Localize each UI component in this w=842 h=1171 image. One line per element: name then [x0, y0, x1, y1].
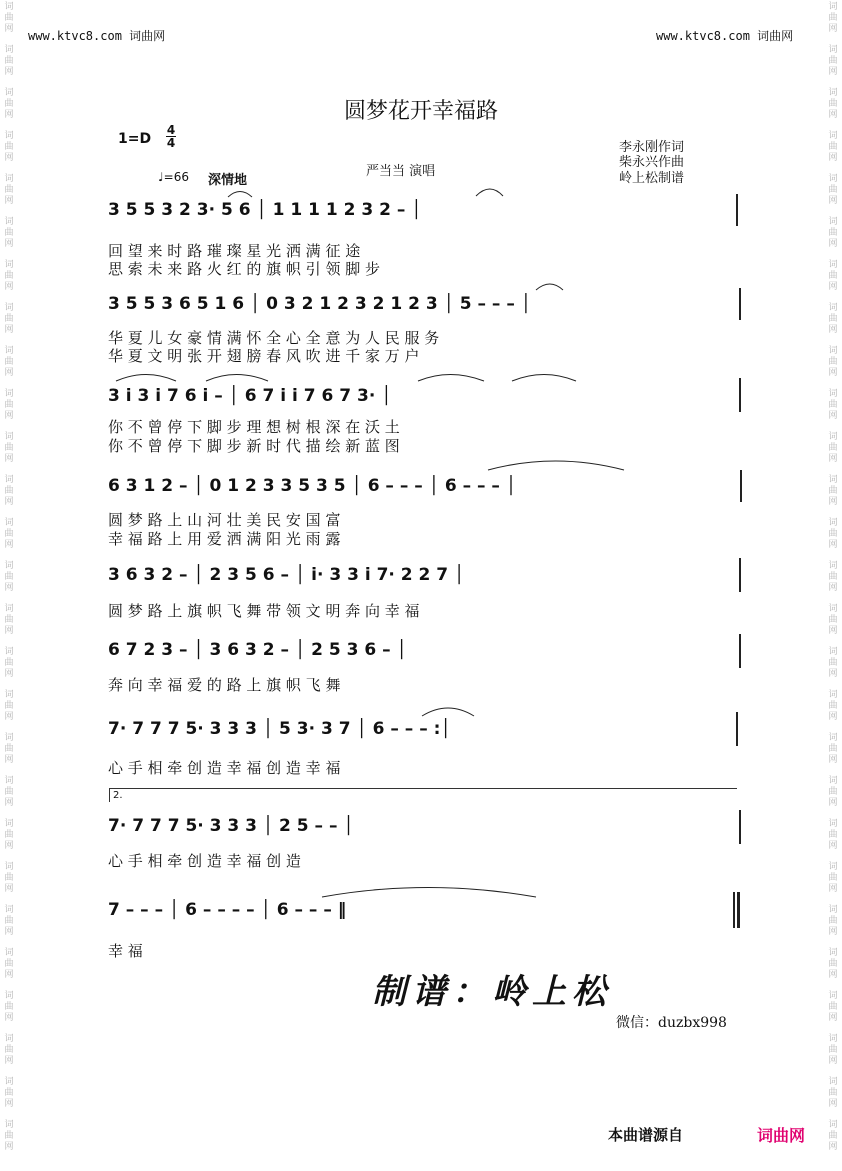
watermark-glyph: 网 [828, 755, 838, 765]
watermark-glyph: 网 [4, 196, 14, 206]
lyric-row-2b: 华 夏 文 明 张 开 翅 膀 春 风 吹 进 千 家 万 户 [108, 347, 420, 365]
watermark-glyph: 网 [4, 153, 14, 163]
watermark-glyph: 网 [4, 884, 14, 894]
lyricist: 李永刚作词 [619, 140, 685, 155]
watermark-glyph: 曲 [4, 1002, 14, 1012]
watermark-glyph: 曲 [4, 486, 14, 496]
watermark-glyph: 曲 [828, 56, 838, 66]
watermark-glyph: 词 [4, 217, 14, 227]
watermark-glyph: 网 [828, 497, 838, 507]
watermark-glyph: 词 [4, 1077, 14, 1087]
watermark-glyph: 网 [4, 583, 14, 593]
tie-row9 [322, 888, 536, 898]
slur-row1-b [476, 189, 503, 196]
watermark-glyph: 网 [828, 1142, 838, 1152]
watermark-glyph: 词 [4, 2, 14, 12]
watermark-glyph: 曲 [828, 615, 838, 625]
lyric-row-8: 心 手 相 牵 创 造 幸 福 创 造 [108, 852, 301, 870]
watermark-glyph: 曲 [828, 916, 838, 926]
lyric-row-4a: 圆 梦 路 上 山 河 壮 美 民 安 国 富 [108, 511, 341, 529]
watermark-glyph: 网 [4, 755, 14, 765]
arranger-signature: 制谱：岭上松 [372, 972, 612, 1012]
watermark-glyph: 词 [828, 260, 838, 270]
watermark-glyph: 词 [4, 948, 14, 958]
watermark-glyph: 词 [4, 518, 14, 528]
watermark-glyph: 网 [4, 67, 14, 77]
watermark-glyph: 网 [828, 153, 838, 163]
watermark-glyph: 曲 [828, 701, 838, 711]
watermark-glyph: 词 [4, 45, 14, 55]
watermark-glyph: 词 [828, 1077, 838, 1087]
watermark-glyph: 网 [828, 411, 838, 421]
notation-row-7: 7· 7 7 7 5· 3 3 3 │ 5 3· 3 7 │ 6 – – – :│ [108, 719, 451, 739]
watermark-glyph: 曲 [4, 916, 14, 926]
watermark-glyph: 曲 [4, 56, 14, 66]
watermark-glyph: 曲 [4, 443, 14, 453]
lyric-row-3a: 你 不 曾 停 下 脚 步 理 想 树 根 深 在 沃 土 [108, 418, 400, 436]
watermark-glyph: 词 [4, 862, 14, 872]
watermark-glyph: 曲 [828, 228, 838, 238]
watermark-glyph: 曲 [4, 314, 14, 324]
watermark-glyph: 曲 [4, 873, 14, 883]
watermark-glyph: 曲 [828, 185, 838, 195]
watermark-glyph: 词 [828, 819, 838, 829]
slur-row1-a [228, 192, 252, 198]
watermark-glyph: 曲 [828, 1002, 838, 1012]
watermark-glyph: 词 [828, 389, 838, 399]
watermark-glyph: 词 [828, 905, 838, 915]
expression-mark: 深情地 [208, 173, 248, 188]
watermark-glyph: 网 [828, 110, 838, 120]
watermark-glyph: 曲 [828, 787, 838, 797]
watermark-glyph: 网 [4, 110, 14, 120]
watermark-glyph: 网 [4, 712, 14, 722]
watermark-glyph: 曲 [4, 1131, 14, 1141]
watermark-glyph: 网 [4, 970, 14, 980]
notation-row-1: 3 5 5 3 2 3· 5 6 │ 1 1 1 1 2 3 2 – │ [108, 200, 422, 220]
watermark-glyph: 网 [4, 368, 14, 378]
watermark-glyph: 曲 [828, 486, 838, 496]
watermark-glyph: 网 [828, 540, 838, 550]
watermark-glyph: 词 [4, 88, 14, 98]
watermark-glyph: 曲 [4, 1088, 14, 1098]
watermark-glyph: 词 [828, 647, 838, 657]
watermark-glyph: 网 [4, 454, 14, 464]
watermark-glyph: 网 [4, 927, 14, 937]
watermark-glyph: 曲 [4, 572, 14, 582]
watermark-glyph: 词 [4, 260, 14, 270]
watermark-glyph: 词 [4, 690, 14, 700]
watermark-glyph: 曲 [4, 701, 14, 711]
watermark-glyph: 网 [828, 67, 838, 77]
watermark-glyph: 网 [4, 282, 14, 292]
watermark-glyph: 曲 [4, 830, 14, 840]
watermark-glyph: 网 [4, 325, 14, 335]
watermark-glyph: 网 [4, 1099, 14, 1109]
watermark-glyph: 网 [4, 626, 14, 636]
watermark-glyph: 曲 [828, 357, 838, 367]
watermark-glyph: 曲 [828, 13, 838, 23]
watermark-glyph: 网 [828, 24, 838, 34]
ending-label: 2. [113, 790, 123, 801]
tie-row7 [422, 708, 474, 716]
watermark-glyph: 曲 [4, 99, 14, 109]
time-signature-bottom: 4 [166, 136, 176, 150]
header-url-right: www.ktvc8.com 词曲网 [656, 29, 794, 43]
watermark-glyph: 网 [828, 798, 838, 808]
watermark-glyph: 词 [828, 303, 838, 313]
watermark-glyph: 曲 [4, 744, 14, 754]
watermark-glyph: 词 [828, 346, 838, 356]
watermark-glyph: 词 [828, 948, 838, 958]
watermark-glyph: 网 [4, 1056, 14, 1066]
watermark-glyph: 网 [828, 1056, 838, 1066]
watermark-glyph: 网 [4, 24, 14, 34]
watermark-glyph: 曲 [4, 400, 14, 410]
key-signature: 1=D [118, 131, 152, 147]
watermark-glyph: 词 [828, 217, 838, 227]
watermark-glyph: 网 [4, 411, 14, 421]
watermark-glyph: 词 [4, 1120, 14, 1130]
watermark-glyph: 词 [828, 518, 838, 528]
watermark-glyph: 词 [4, 561, 14, 571]
watermark-glyph: 网 [828, 712, 838, 722]
watermark-glyph: 网 [4, 540, 14, 550]
watermark-glyph: 词 [828, 475, 838, 485]
watermark-glyph: 词 [4, 905, 14, 915]
watermark-glyph: 词 [4, 1034, 14, 1044]
watermark-glyph: 词 [828, 174, 838, 184]
watermark-glyph: 网 [828, 282, 838, 292]
watermark-glyph: 曲 [828, 744, 838, 754]
lyric-row-2a: 华 夏 儿 女 豪 情 满 怀 全 心 全 意 为 人 民 服 务 [108, 329, 440, 347]
watermark-glyph: 网 [4, 669, 14, 679]
lyric-row-9: 幸 福 [108, 942, 143, 960]
watermark-glyph: 词 [4, 174, 14, 184]
watermark-glyph: 网 [828, 1099, 838, 1109]
watermark-glyph: 曲 [4, 615, 14, 625]
watermark-glyph: 曲 [828, 1088, 838, 1098]
watermark-glyph: 词 [828, 432, 838, 442]
watermark-glyph: 网 [4, 798, 14, 808]
watermark-glyph: 词 [828, 131, 838, 141]
lyric-row-4b: 幸 福 路 上 用 爱 洒 满 阳 光 雨 露 [108, 530, 341, 548]
watermark-glyph: 网 [828, 884, 838, 894]
watermark-glyph: 曲 [4, 658, 14, 668]
watermark-glyph: 曲 [828, 1045, 838, 1055]
watermark-glyph: 网 [4, 239, 14, 249]
watermark-glyph: 网 [828, 1013, 838, 1023]
watermark-glyph: 词 [828, 88, 838, 98]
slur-row3-d [512, 375, 576, 382]
watermark-glyph: 曲 [4, 271, 14, 281]
watermark-glyph: 词 [828, 561, 838, 571]
wechat-id: 微信：duzbx998 [616, 1015, 727, 1031]
notation-row-8: 7· 7 7 7 5· 3 3 3 │ 2 5 – – │ [108, 816, 354, 836]
lyric-row-5: 圆 梦 路 上 旗 帜 飞 舞 带 领 文 明 奔 向 幸 福 [108, 602, 420, 620]
watermark-glyph: 词 [4, 131, 14, 141]
notation-row-6: 6 7 2 3 – │ 3 6 3 2 – │ 2 5 3 6 – │ [108, 640, 407, 660]
watermark-glyph: 词 [4, 389, 14, 399]
watermark-glyph: 词 [828, 1120, 838, 1130]
watermark-glyph: 曲 [828, 959, 838, 969]
lyric-row-7: 心 手 相 牵 创 造 幸 福 创 造 幸 福 [108, 759, 341, 777]
lyric-row-3b: 你 不 曾 停 下 脚 步 新 时 代 描 绘 新 蓝 图 [108, 437, 400, 455]
watermark-glyph: 曲 [828, 1131, 838, 1141]
watermark-glyph: 曲 [828, 572, 838, 582]
lyric-row-1b: 思 索 未 来 路 火 红 的 旗 帜 引 领 脚 步 [108, 260, 380, 278]
watermark-glyph: 词 [828, 2, 838, 12]
watermark-glyph: 网 [828, 970, 838, 980]
lyric-row-1a: 回 望 来 时 路 璀 璨 星 光 洒 满 征 途 [108, 242, 361, 260]
watermark-glyph: 曲 [4, 13, 14, 23]
slur-row3-a [116, 375, 176, 382]
watermark-glyph: 曲 [4, 142, 14, 152]
watermark-glyph: 词 [828, 690, 838, 700]
watermark-glyph: 曲 [828, 658, 838, 668]
watermark-glyph: 曲 [828, 873, 838, 883]
composer: 柴永兴作曲 [619, 155, 685, 170]
watermark-glyph: 曲 [4, 228, 14, 238]
watermark-glyph: 词 [828, 1034, 838, 1044]
watermark-glyph: 曲 [4, 787, 14, 797]
watermark-glyph: 网 [4, 1142, 14, 1152]
watermark-glyph: 词 [828, 862, 838, 872]
song-title: 圆梦花开幸福路 [343, 99, 498, 124]
notation-row-5: 3 6 3 2 – │ 2 3 5 6 – │ i· 3 3 i 7· 2 2 7 │ [108, 565, 465, 585]
watermark-glyph: 曲 [828, 529, 838, 539]
watermark-glyph: 词 [4, 303, 14, 313]
watermark-glyph: 词 [4, 346, 14, 356]
watermark-glyph: 网 [4, 1013, 14, 1023]
watermark-glyph: 词 [4, 819, 14, 829]
tempo-mark: ♩=66 [158, 170, 189, 184]
watermark-glyph: 曲 [828, 271, 838, 281]
watermark-glyph: 词 [828, 733, 838, 743]
watermark-glyph: 词 [4, 733, 14, 743]
watermark-glyph: 词 [4, 604, 14, 614]
notation-row-2: 3 5 5 3 6 5 1 6 │ 0 3 2 1 2 3 2 1 2 3 │ 5 – – – │ [108, 294, 531, 314]
watermark-glyph: 词 [828, 604, 838, 614]
watermark-glyph: 曲 [828, 830, 838, 840]
watermark-glyph: 网 [828, 325, 838, 335]
watermark-glyph: 词 [4, 776, 14, 786]
watermark-glyph: 网 [828, 368, 838, 378]
watermark-glyph: 网 [828, 454, 838, 464]
notation-row-9: 7 – – – │ 6 – – – – │ 6 – – – ‖ [108, 900, 347, 920]
lyric-row-6: 奔 向 幸 福 爱 的 路 上 旗 帜 飞 舞 [108, 676, 341, 694]
performer: 严当当 演唱 [366, 164, 436, 179]
watermark-glyph: 曲 [4, 1045, 14, 1055]
watermark-glyph: 网 [828, 583, 838, 593]
watermark-glyph: 网 [828, 239, 838, 249]
slur-row3-c [418, 375, 484, 382]
watermark-glyph: 曲 [828, 99, 838, 109]
watermark-glyph: 词 [4, 991, 14, 1001]
watermark-glyph: 曲 [828, 314, 838, 324]
watermark-glyph: 网 [828, 626, 838, 636]
watermark-glyph: 曲 [4, 959, 14, 969]
watermark-glyph: 网 [828, 841, 838, 851]
notation-row-3: 3 i 3 i 7 6 i – │ 6 7 i i 7 6 7 3· │ [108, 386, 392, 406]
watermark-glyph: 词 [4, 432, 14, 442]
watermark-glyph: 词 [828, 45, 838, 55]
time-signature-top: 4 [166, 123, 176, 137]
watermark-glyph: 曲 [4, 185, 14, 195]
footer-source: 本曲谱源自 [608, 1126, 684, 1144]
arranger: 岭上松制谱 [619, 171, 685, 186]
watermark-glyph: 曲 [828, 443, 838, 453]
watermark-glyph: 网 [828, 196, 838, 206]
tie-row4 [488, 461, 624, 470]
header-url-left: www.ktvc8.com 词曲网 [28, 29, 166, 43]
slur-row2-a [536, 284, 563, 290]
watermark-glyph: 曲 [828, 400, 838, 410]
watermark-glyph: 词 [4, 647, 14, 657]
watermark-glyph: 词 [828, 776, 838, 786]
watermark-glyph: 词 [4, 475, 14, 485]
watermark-glyph: 网 [828, 927, 838, 937]
watermark-glyph: 曲 [4, 357, 14, 367]
footer-brand-link[interactable]: 词曲网 [757, 1126, 806, 1145]
watermark-glyph: 词 [828, 991, 838, 1001]
watermark-glyph: 曲 [4, 529, 14, 539]
watermark-glyph: 网 [828, 669, 838, 679]
watermark-glyph: 网 [4, 841, 14, 851]
watermark-glyph: 曲 [828, 142, 838, 152]
slur-row3-b [206, 375, 268, 382]
notation-row-4: 6 3 1 2 – │ 0 1 2 3 3 5 3 5 │ 6 – – – │ 6 – – – │ [108, 476, 517, 496]
watermark-glyph: 网 [4, 497, 14, 507]
